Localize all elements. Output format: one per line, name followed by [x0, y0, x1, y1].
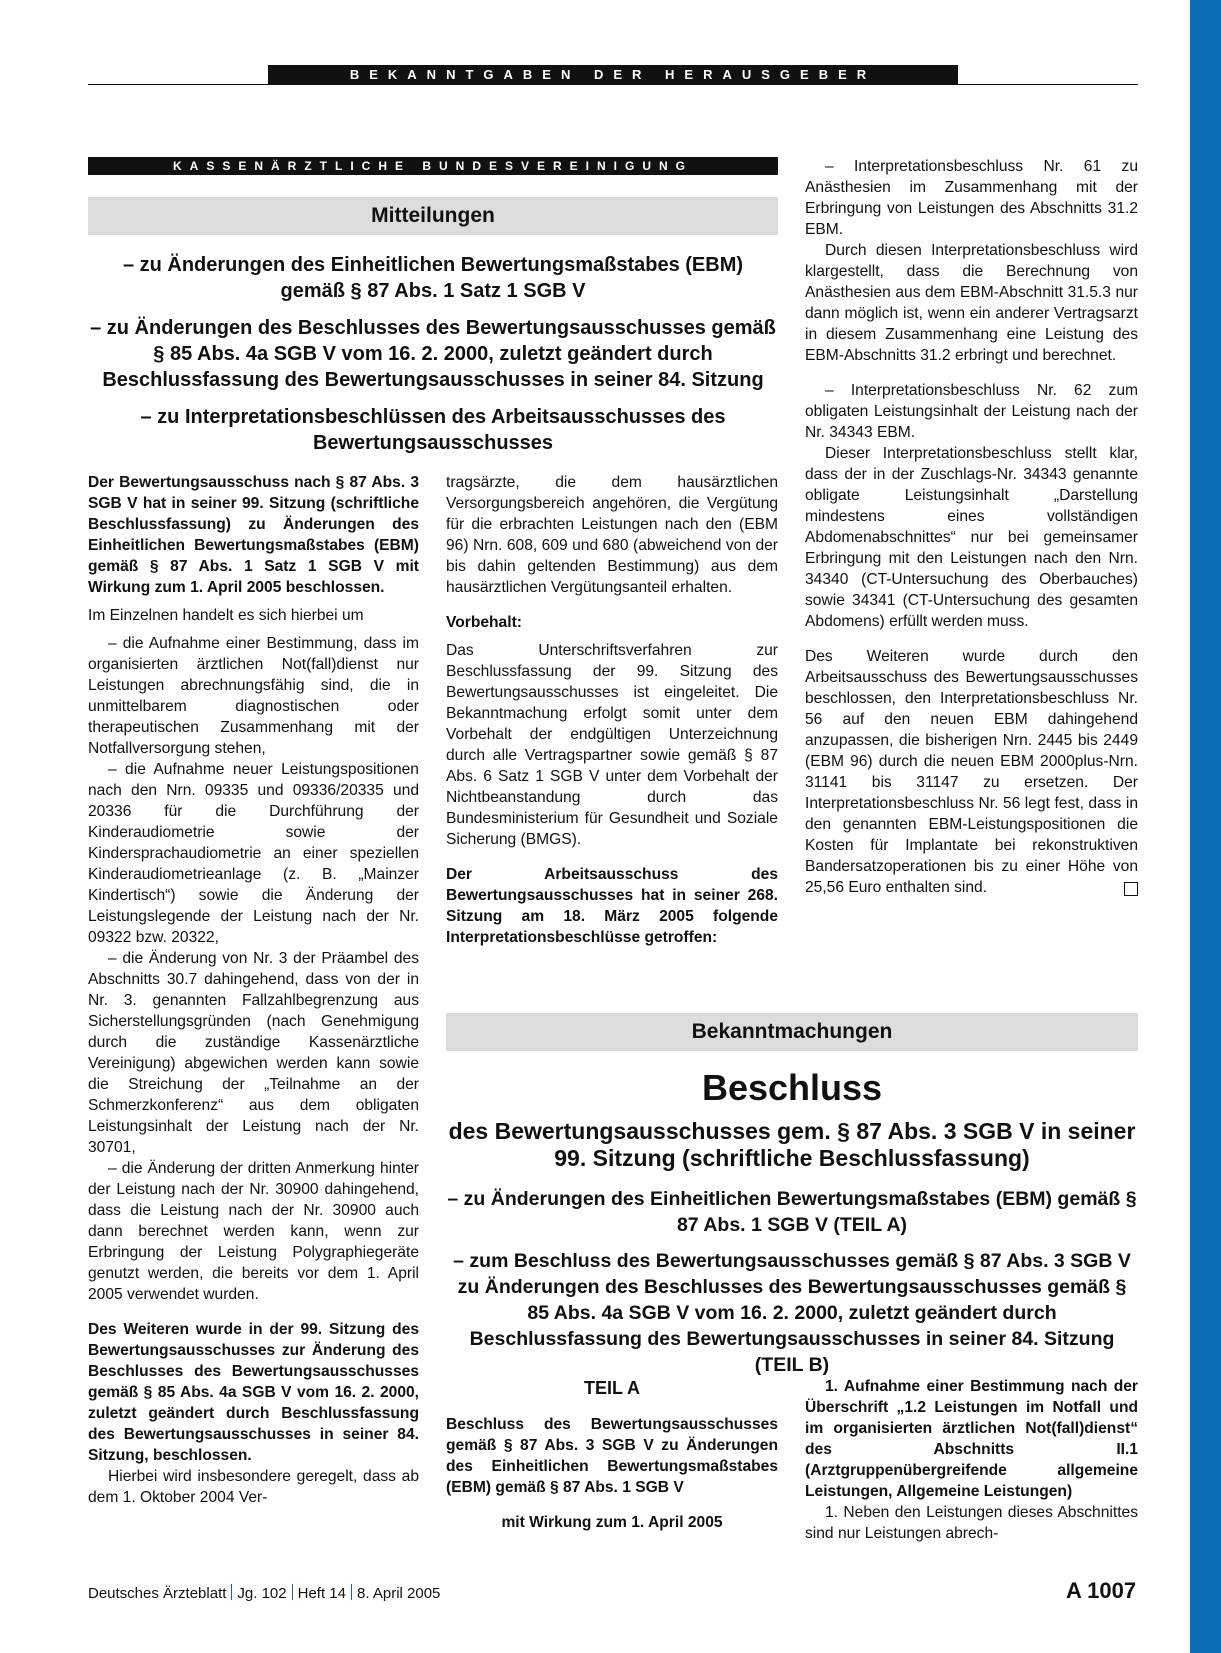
paragraph: – Interpretationsbeschluss Nr. 62 zum obligaten Leistungsinhalt der Leistung nach der Nr. 34343 EBM.	[805, 382, 1138, 441]
beschluss-subtitle: des Bewertungsausschusses gem. § 87 Abs. 3 SGB V in seiner 99. Sitzung (schriftliche Beschlussfassung)	[448, 1118, 1136, 1171]
paragraph: Im Einzelnen handelt es sich hierbei um	[88, 607, 364, 624]
wirkung: mit Wirkung zum 1. April 2005	[501, 1514, 723, 1531]
column-3	[805, 156, 1138, 898]
subheading-interpretation: – zu Interpretationsbeschlüssen des Arbeitsausschusses des Bewertungsausschusses	[140, 406, 726, 454]
paragraph: Dieser Interpretationsbeschluss stellt klar, dass der in der Zuschlags-Nr. 34343 genannte obligate Leistungsinhalt „Darstellung mindestens eines vollständigen Abdomenabschnittes“ nur bei gemeinsamer Erbringung mit den Leistungen nach den Nrn. 34340 (CT-Untersuchung des Oberbauches) sowie 34341 (CT-Untersuchung des gesamten Abdomens) erfüllt werden muss.	[805, 445, 1138, 630]
end-mark-icon	[1124, 882, 1138, 896]
paragraph: – die Aufnahme neuer Leistungspositionen nach den Nrn. 09335 und 09336/20335 und 20336 für die Durchführung der Kinderaudiometrie sowie der Kindersprachaudiometrie an einer speziellen Kinderaudiometrieanlage (z. B. „Mainzer Kindertisch“) sowie die Änderung der Leistungslegende der Leistung nach der Nr. 09322 bzw. 20322,	[88, 761, 419, 946]
teil-a-text: Beschluss des Bewertungsausschusses gemäß § 87 Abs. 3 SGB V zu Änderungen des Einheitlichen Bewertungsmaßstabes (EBM) gemäß § 87 Abs. 1 SGB V	[446, 1416, 778, 1496]
journal-name: Deutsches Ärzteblatt	[88, 1585, 227, 1602]
teil-a-column	[446, 1376, 778, 1533]
item1-heading: 1. Aufnahme einer Bestimmung nach der Überschrift „1.2 Leistungen im Notfall und im organisierten ärztlichen Not(fall)dienst“ des Abschnitts II.1 (Arztgruppenübergreifende allgemeine Leistungen, Allgemeine Leistungen)	[805, 1378, 1138, 1500]
beschluss-heading-2: – zum Beschluss des Bewertungsausschusses gemäß § 87 Abs. 3 SGB V zu Änderungen des Beschlusses des Bewertungsausschusses gemäß § 85 Abs. 4a SGB V vom 16. 2. 2000, zuletzt geändert durch Beschlussfassung des Bewertungsausschusses in seiner 84. Sitzung (TEIL B)	[453, 1250, 1131, 1376]
teil-a-heading: TEIL A	[583, 1378, 640, 1398]
paragraph: Durch diesen Interpretationsbeschluss wird klargestellt, dass die Berechnung von Anästhesien aus dem EBM-Abschnitt 31.5.3 nur dann möglich ist, wenn ein anderer Vertragsarzt in diesem Zusammenhang eine Leistung des EBM-Abschnitts 31.2 erbringt und berechnet.	[805, 242, 1138, 364]
mitteilungen-heading: Mitteilungen	[88, 197, 778, 235]
header-rule	[88, 84, 1138, 85]
vorbehalt-heading: Vorbehalt:	[446, 614, 522, 631]
beschluss-header	[446, 1066, 1138, 1388]
subheading-beschluss: – zu Änderungen des Beschlusses des Bewertungsausschusses gemäß § 85 Abs. 4a SGB V vom 16. 2. 2000, zuletzt geändert durch Beschlussfassung des Bewertungsausschusses in seiner 84. Sitzung	[90, 317, 776, 391]
paragraph: – die Aufnahme einer Bestimmung, dass im organisierten ärztlichen Not(fall)dienst nur Leistungen abrechnungsfähig sind, die in unmittelbarem diagnostischen oder therapeutischen Zusammenhang mit der Notfallversorgung stehen,	[88, 635, 419, 757]
paragraph: Das Unterschriftsverfahren zur Beschlussfassung der 99. Sitzung des Bewertungsausschusses ist eingeleitet. Die Bekanntmachung erfolgt somit unter dem Vorbehalt der endgültigen Unterzeichnung durch alle Vertragspartner sowie gemäß § 87 Abs. 6 Satz 1 SGB V unter dem Vorbehalt der Nichtbeanstandung durch das Bundesministerium für Gesundheit und Soziale Sicherung (BMGS).	[446, 642, 778, 848]
paragraph: – die Änderung von Nr. 3 der Präambel des Abschnitts 30.7 dahingehend, dass von der in Nr. 3. genannten Fallzahlbegrenzung aus Sicherstellungsgründen (nach Genehmigung durch die zuständige Kassenärztliche Vereinigung) abgewichen werden kann sowie die Streichung der „Teilnahme an der Schmerzkonferenz“ aus dem obligaten Leistungsinhalt der Leistung nach der Nr. 30701,	[88, 950, 419, 1156]
paragraph-text: Des Weiteren wurde durch den Arbeitsausschuss des Bewertungsausschusses beschlossen, den Interpretationsbeschluss Nr. 56 auf den neuen EBM dahingehend anzupassen, die bisherigen Nrn. 2445 bis 2449 (EBM 96) durch die neuen EBM 2000plus-Nrn. 31141 bis 31147 zu ersetzen. Der Interpretationsbeschluss Nr. 56 legt fest, dass in den genannten EBM-Leistungspositionen die Kosten für Implantate bei rekonstruktiven Bandersatzoperationen bis zu einer Höhe von 25,56 Euro enthalten sind.	[805, 648, 1138, 896]
lead-paragraph: Der Bewertungsausschuss nach § 87 Abs. 3 SGB V hat in seiner 99. Sitzung (schriftliche Beschlussfassung) zu Änderungen des Einheitlichen Bewertungsmaßstabes (EBM) gemäß § 87 Abs. 1 Satz 1 SGB V mit Wirkung zum 1. April 2005 beschlossen.	[88, 474, 419, 596]
section-header-bar: BEKANNTGABEN DER HERAUSGEBER	[268, 65, 958, 84]
paragraph: Hierbei wird insbesondere geregelt, dass ab dem 1. Oktober 2004 Ver-	[88, 1468, 419, 1506]
bold-paragraph: Der Arbeitsausschuss des Bewertungsausschusses hat in seiner 268. Sitzung am 18. März 2005 folgende Interpretationsbeschlüsse getroffen:	[446, 866, 778, 946]
beschluss-title: Beschluss	[701, 1067, 883, 1108]
kbv-bar: KASSENÄRZTLICHE BUNDESVEREINIGUNG	[88, 157, 778, 175]
bold-paragraph: Des Weiteren wurde in der 99. Sitzung des Bewertungsausschusses zur Änderung des Beschlusses des Bewertungsausschusses gemäß § 85 Abs. 4a SGB V vom 16. 2. 2000, zuletzt geändert durch Beschlussfassung des Bewertungsausschusses in seiner 84. Sitzung, beschlossen.	[88, 1321, 419, 1464]
issue-date: 8. April 2005	[357, 1585, 441, 1602]
item1-column	[805, 1376, 1138, 1544]
paragraph: – die Änderung der dritten Anmerkung hinter der Leistung nach der Nr. 30900 dahingehend, dass die Leistung nach der Nr. 30900 auch dann berechnet werden kann, wenn zur Erbringung der Leistung Polygraphiegeräte genutzt werden, die bereits vor dem 1. April 2005 verwendet wurden.	[88, 1160, 419, 1303]
item1-text: 1. Neben den Leistungen dieses Abschnittes sind nur Leistungen abrech-	[805, 1504, 1138, 1542]
footer	[88, 1584, 440, 1602]
page-number: A 1007	[1066, 1578, 1137, 1603]
paragraph	[805, 646, 1138, 898]
subheading-ebm: – zu Änderungen des Einheitlichen Bewertungsmaßstabes (EBM) gemäß § 87 Abs. 1 Satz 1 SGB V	[122, 254, 744, 302]
beschluss-heading-1: – zu Änderungen des Einheitlichen Bewertungsmaßstabes (EBM) gemäß § 87 Abs. 1 SGB V (TEIL A)	[447, 1188, 1137, 1236]
column-2	[446, 472, 778, 948]
column-1	[88, 472, 419, 1508]
page-edge-color-bar	[1190, 0, 1221, 1653]
mitteilungen-subheadings	[88, 252, 778, 467]
bekanntmachungen-heading: Bekanntmachungen	[446, 1013, 1138, 1051]
paragraph: tragsärzte, die dem hausärztlichen Versorgungsbereich angehören, die Vergütung für die erbrachten Leistungen nach den (EBM 96) Nrn. 608, 609 und 680 (abweichend von der bis dahin geltenden Bestimmung) aus dem hausärztlichen Vergütungsanteil erhalten.	[446, 474, 778, 596]
volume: Jg. 102	[237, 1585, 287, 1602]
paragraph: – Interpretationsbeschluss Nr. 61 zu Anästhesien im Zusammenhang mit der Erbringung von Leistungen des Abschnitts 31.2 EBM.	[805, 158, 1138, 238]
issue: Heft 14	[297, 1585, 346, 1602]
